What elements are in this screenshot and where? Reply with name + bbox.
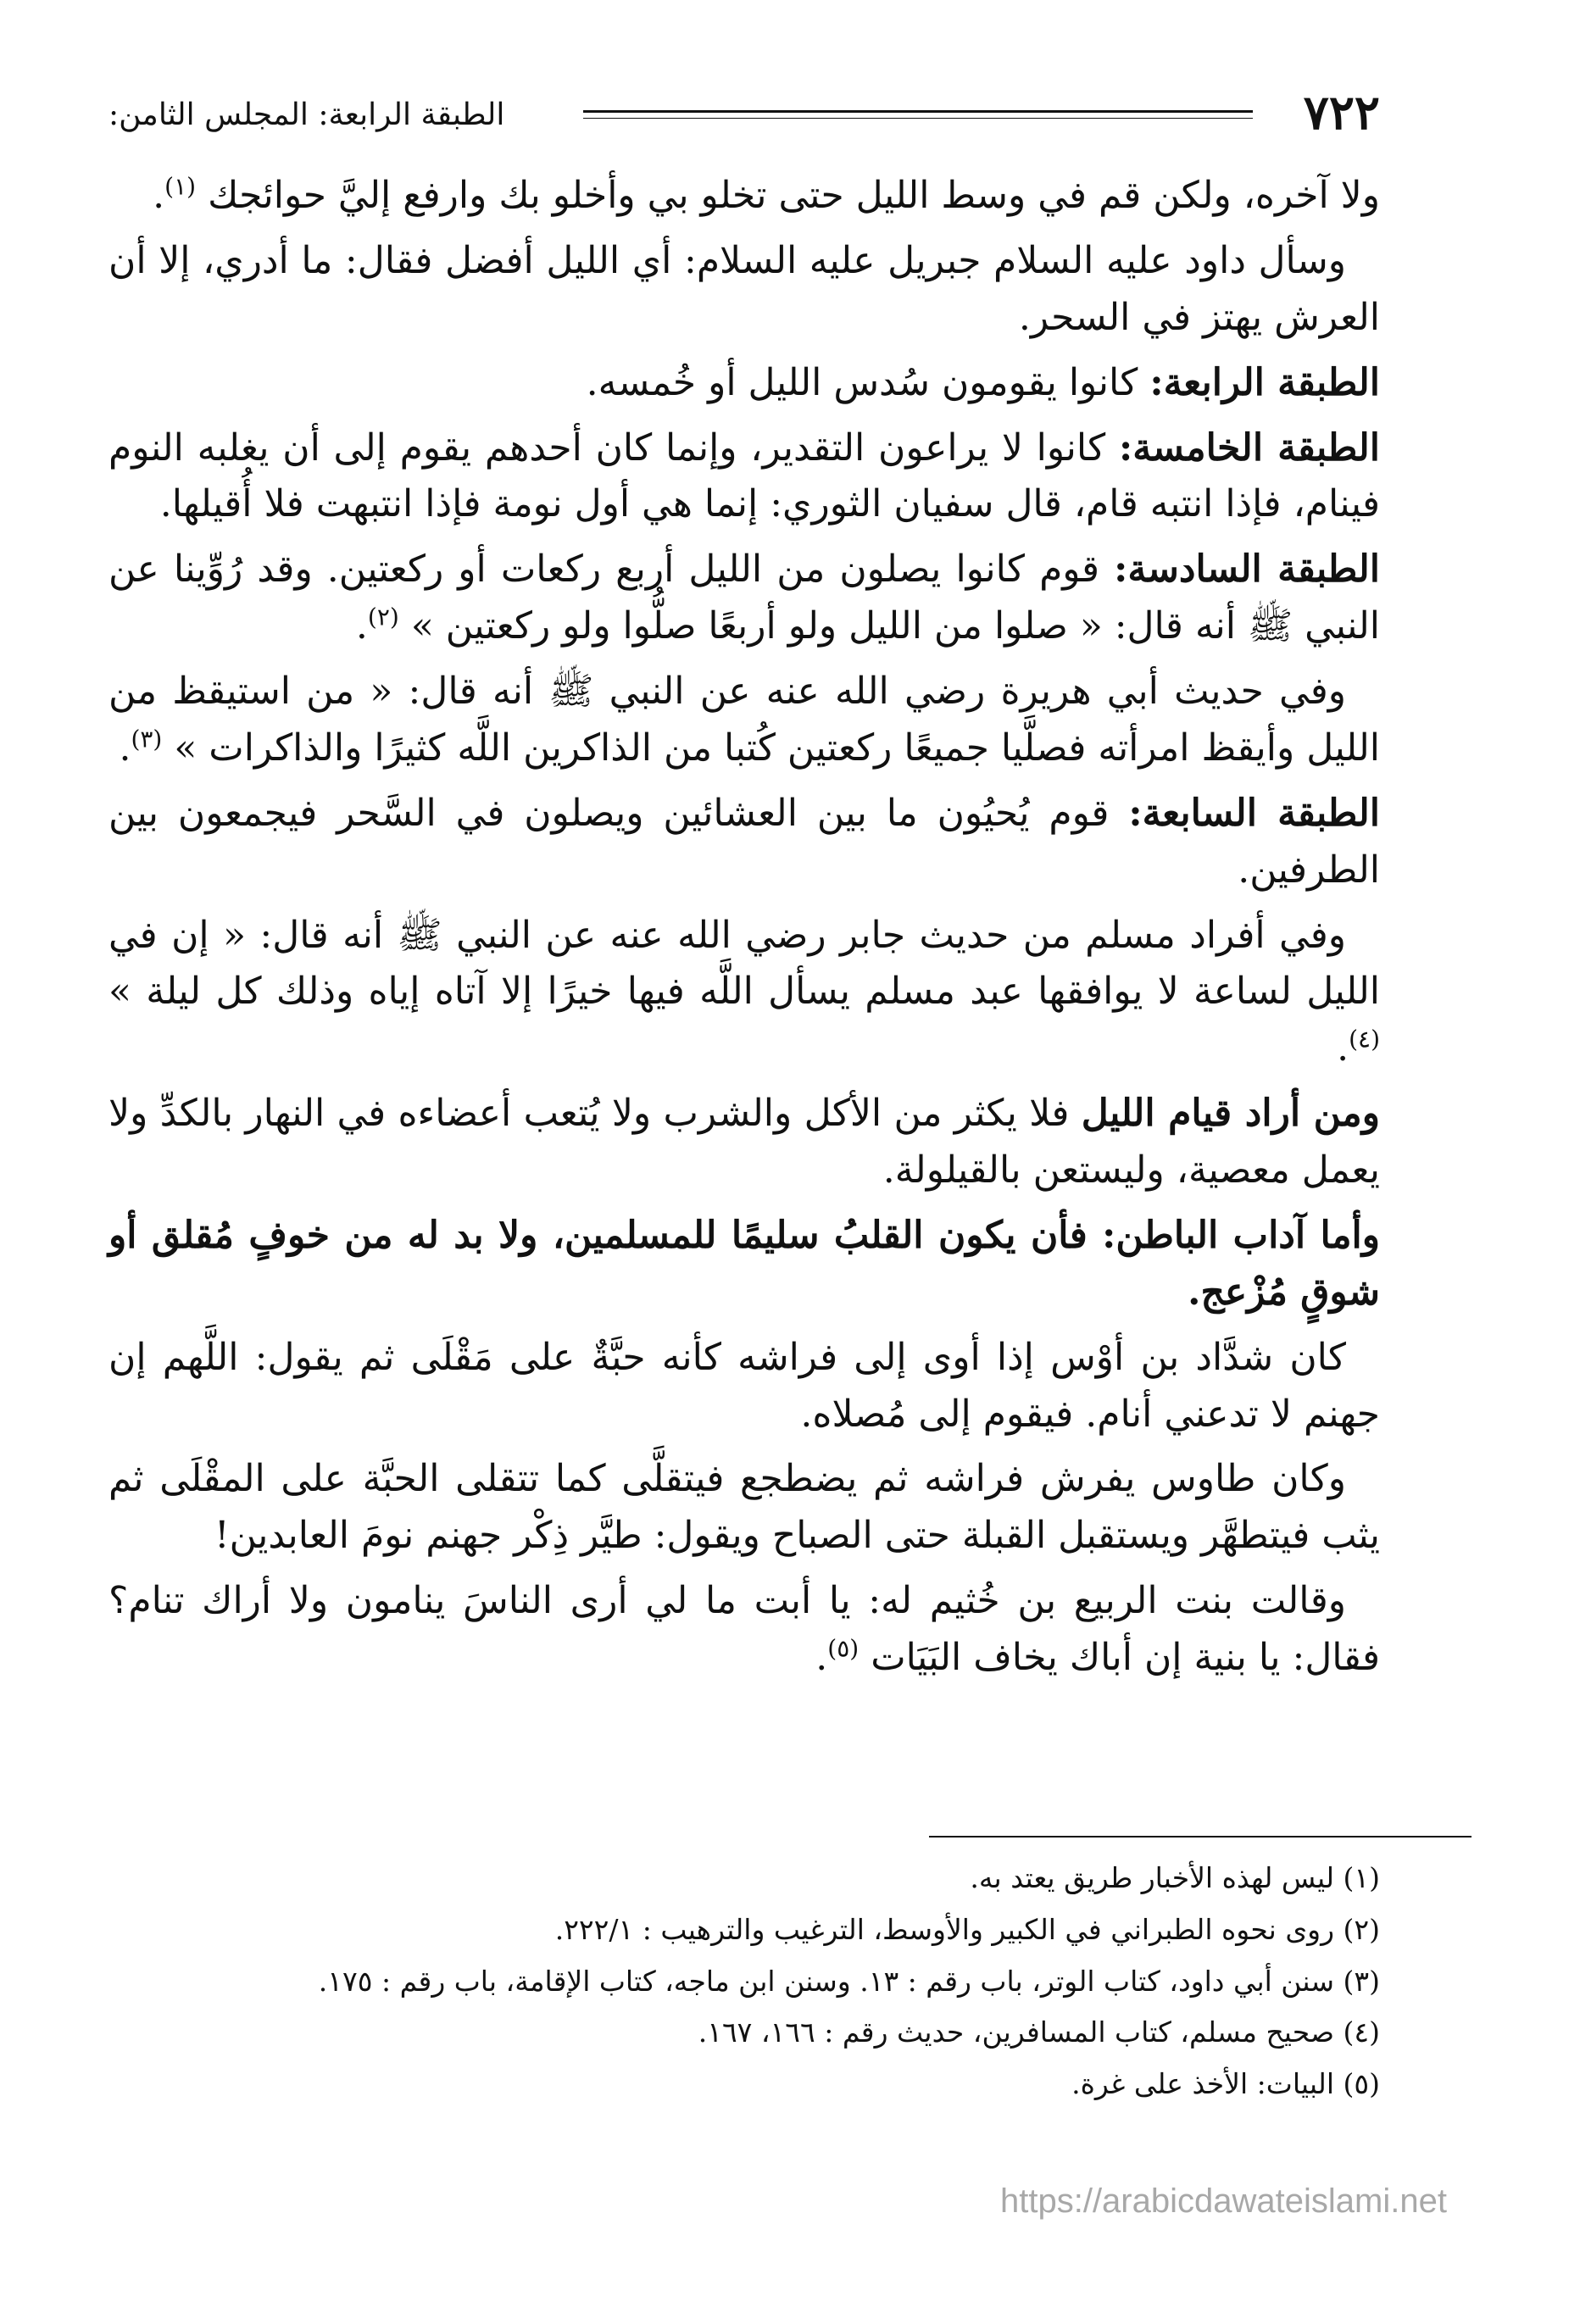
paragraph [108, 233, 1380, 347]
paragraph [108, 1451, 1380, 1565]
footnote: (١) ليس لهذه الأخبار طريق يعتد به. [970, 1861, 1380, 1894]
paragraph [108, 1086, 1380, 1199]
footnote: (٣) سنن أبي داود، كتاب الوتر، باب رقم : ١٣. وسنن ابن ماجه، كتاب الإقامة، باب رقم : ١٧٥. [318, 1964, 1380, 1998]
section-heading: ومن أراد قيام الليل [1081, 1092, 1380, 1136]
footnote: (٤) صحيح مسلم، كتاب المسافرين، حديث رقم : ١٦٦، ١٦٧. [698, 2015, 1380, 2049]
paragraph-text: وأما آداب الباطن: فأن يكون القلبُ سليمًا للمسلمين، ولا بد له من خوفٍ مُقلق أو شوقٍ مُزْعج. [108, 1213, 1380, 1314]
paragraph [108, 1330, 1380, 1443]
paragraph: ولا آخره، ولكن قم في وسط الليل حتى تخلو بي وأخلو بك وارفع إليَّ حوائجك $^{(١)}$. [153, 172, 1380, 217]
paragraph [108, 420, 1380, 534]
paragraph-text: كانوا لا يراعون التقدير، وإنما كان أحدهم يقوم إلى أن يغلبه النوم فينام، فإذا انتبه قام، قال سفيان الثوري: إنما هي أول نومة فإذا انتبهت فلا أُقيلها. [108, 425, 1380, 526]
paragraph-text: ولا آخره، ولكن قم في وسط الليل حتى تخلو بي وأخلو بك وارفع إليَّ حوائجك [208, 174, 1380, 217]
paragraph: وفي حديث أبي هريرة رضي الله عنه عن النبي ﷺ أنه قال: « من استيقظ من الليل وأيقظ امرأته فصلَّيا جميعًا ركعتين كُتبا من الذاكرين اللَّه كثيرًا والذاكرات » $^{(٣)}$. [108, 670, 1380, 770]
paragraph-text: وفي أفراد مسلم من حديث جابر رضي الله عنه عن النبي ﷺ أنه قال: « إن في الليل لساعة لا يوافقها عبد مسلم يسأل اللَّه فيها خيرًا إلا آتاه إياه وذلك كل ليلة » [108, 913, 1380, 1014]
footnote-marker: (٥) [827, 1634, 860, 1663]
paragraph: الطبقة السادسة: قوم كانوا يصلون من الليل أربع ركعات أو ركعتين. وقد رُوِّينا عن النبي ﷺ أنه قال: « صلوا من الليل ولو أربعًا صلُّوا ولو ركعتين » $^{(٢)}$. [108, 548, 1380, 648]
main-text [108, 168, 1380, 1695]
paragraph: وقالت بنت الربيع بن خُثيم له: يا أبت ما لي أرى الناسَ ينامون ولا أراك تنام؟ فقال: يا بنية إن أباك يخاف البَيَات $^{(٥)}$. [108, 1579, 1380, 1679]
watermark-url: https://arabicdawateislami.net [1000, 2182, 1447, 2220]
section-heading: الطبقة السابعة: [1128, 791, 1380, 835]
footnote-marker: (٤) [1349, 1025, 1380, 1054]
footnote: (٥) البيات: الأخذ على غرة. [1071, 2067, 1380, 2101]
paragraph-text: كانوا يقومون سُدس الليل أو خُمسه. [586, 360, 1138, 404]
section-heading: الطبقة الخامسة: [1118, 425, 1380, 470]
footnotes [108, 1856, 1380, 2114]
footnote: (٢) روى نحوه الطبراني في الكبير والأوسط، الترغيب والترهيب : ٢٢٢/١. [554, 1912, 1380, 1946]
paragraph-text: وفي حديث أبي هريرة رضي الله عنه عن النبي ﷺ أنه قال: « من استيقظ من الليل وأيقظ امرأته فصلَّيا جميعًا ركعتين كُتبا من الذاكرين اللَّه كثيرًا والذاكرات » [108, 670, 1380, 770]
paragraph-text: وكان طاوس يفرش فراشه ثم يضطجع فيتقلَّى كما تتقلى الحبَّة على المقْلَى ثم يثب فيتطهَّر ويستقبل القبلة حتى الصباح ويقول: طيَّر ذِكْر جهنم نومَ العابدين! [108, 1457, 1380, 1558]
paragraph [108, 1208, 1380, 1321]
paragraph-text: وسأل داود عليه السلام جبريل عليه السلام: أي الليل أفضل فقال: ما أدري، إلا أن العرش يهتز في السحر. [108, 238, 1380, 339]
footnote-separator [929, 1836, 1472, 1838]
footnote-marker: (٣) [131, 725, 163, 753]
paragraph: وفي أفراد مسلم من حديث جابر رضي الله عنه عن النبي ﷺ أنه قال: « إن في الليل لساعة لا يوافقها عبد مسلم يسأل اللَّه فيها خيرًا إلا آتاه إياه وذلك كل ليلة » $^{(٤)}$. [108, 913, 1380, 1070]
footnote-marker: (٢) [367, 603, 399, 631]
section-heading: الطبقة السادسة: [1114, 548, 1380, 592]
paragraph-text: فلا يكثر من الأكل والشرب ولا يُتعب أعضاءه في النهار بالكدِّ ولا يعمل معصية، وليستعن بالقيلولة. [108, 1092, 1380, 1192]
paragraph [108, 786, 1380, 899]
paragraph [108, 355, 1380, 412]
paragraph-text: كان شدَّاد بن أوْس إذا أوى إلى فراشه كأنه حبَّةٌ على مَقْلَى ثم يقول: اللَّهم إن جهنم لا تدعني أنام. فيقوم إلى مُصلاه. [108, 1335, 1380, 1436]
running-title: الطبقة الرابعة: المجلس الثامن: [108, 97, 505, 132]
section-heading: الطبقة الرابعة: [1149, 360, 1380, 404]
page-header [108, 83, 1380, 151]
page-number: ٧٢٢ [1303, 85, 1380, 141]
paragraph-text: قوم كانوا يصلون من الليل أربع ركعات أو ركعتين. وقد رُوِّينا عن النبي ﷺ أنه قال: « صلوا من الليل ولو أربعًا صلُّوا ولو ركعتين » [108, 548, 1380, 648]
paragraph-text: وقالت بنت الربيع بن خُثيم له: يا أبت ما لي أرى الناسَ ينامون ولا أراك تنام؟ فقال: يا بنية إن أباك يخاف البَيَات [108, 1579, 1380, 1679]
paragraph-text: قوم يُحيُون ما بين العشائين ويصلون في السَّحر فيجمعون بين الطرفين. [108, 791, 1380, 892]
footnote-marker: (١) [164, 172, 197, 201]
header-rule [583, 110, 1253, 119]
